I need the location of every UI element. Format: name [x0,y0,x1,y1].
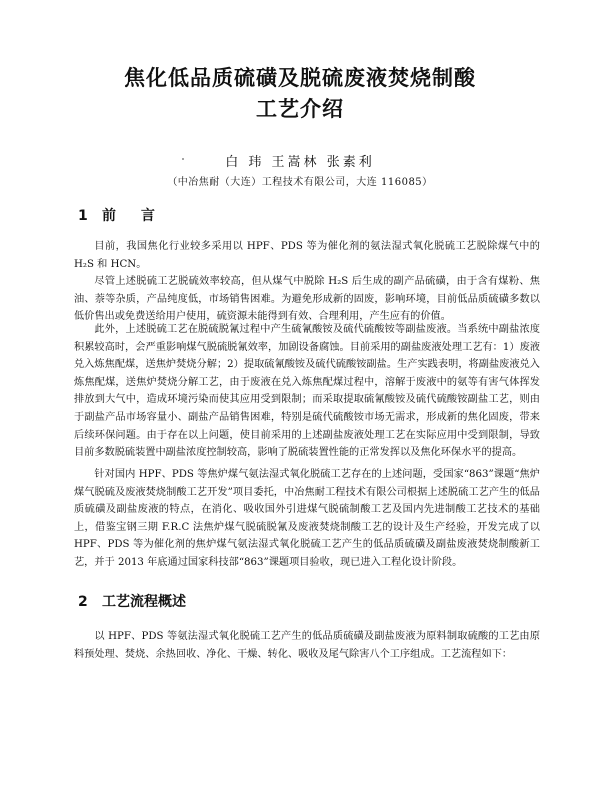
authors: 白 玮 王嵩林 张素利 [225,155,375,170]
section-number: 1 [78,208,88,224]
paragraph: 尽管上述脱硫工艺脱硫效率较高，但从煤气中脱除 H₂S 后生成的副产品硫磺，由于含有煤粉、焦油、萘等杂质，产品纯度低，市场销售困难。为避免形成新的固废，影响环境，目前低品质硫磺多数以低价售出或免费送给用户使用，硫资源未能得到有效、合理利用，产生应有的价值。 [74,276,540,323]
paragraph: 针对国内 HPF、PDS 等焦炉煤气氨法湿式氧化脱硫工艺存在的上述问题，受国家“863”课题“焦炉煤气脱硫及废液焚烧制酸工艺开发”项目委托，中冶焦耐工程技术有限公司根据上述脱硫工艺产生的低品质硫磺及副盐废液的特点，在消化、吸收国外引进煤气脱硫制酸工艺及国内先进制酸工艺技术的基础上，借鉴宝钢三期 F.R.C 法焦炉煤气脱硫脱氰及废液焚烧制酸工艺的设计及生产经验，开发完成了以 HPF、PDS 等为催化剂的焦炉煤气氨法湿式氧化脱硫工艺产生的低品质硫磺及副盐废液焚烧制酸新工艺，并于 2013 年底通过国家科技部“863”课题项目验收，现已进入工程化设计阶段。 [74,469,540,568]
paragraph: 以 HPF、PDS 等氨法湿式氧化脱硫工艺产生的低品质硫磺及副盐废液为原料制取硫酸的工艺由原料预处理、焚烧、余热回收、净化、干燥、转化、吸收及尾气除害八个工序组成。工艺流程如下： [74,631,540,660]
section-title: 前 言 [102,208,165,224]
section-number: 2 [78,594,88,610]
title-line-2: 工艺介绍 [256,97,344,121]
section-title: 工艺流程概述 [102,594,186,610]
paragraph: 目前，我国焦化行业较多采用以 HPF、PDS 等为催化剂的氨法湿式氧化脱硫工艺脱除煤气中的 H₂S 和 HCN。 [74,241,540,270]
section-heading-1 [78,205,165,225]
paragraph: 此外，上述脱硫工艺在脱硫脱氰过程中产生硫氰酸铵及硫代硫酸铵等副盐废液。当系统中副盐浓度积累较高时，会严重影响煤气脱硫脱氰效率，加剧设备腐蚀。目前采用的副盐废液处理工艺有：1）废液兑入炼焦配煤，送焦炉焚烧分解；2）提取硫氰酸铵及硫代硫酸铵副盐。生产实践表明，将副盐废液兑入炼焦配煤，送焦炉焚烧分解工艺，由于废液在兑入炼焦配煤过程中，溶解于废液中的氨等有害气体挥发排放到大气中，造成环境污染而使其应用受到限制；而采取提取硫氰酸铵及硫代硫酸铵副盐工艺，则由于副盐产品市场容量小、副盐产品销售困难，特别是硫代硫酸铵市场无需求，形成新的焦化固废，带来后续环保问题。由于存在以上问题，使目前采用的上述副盐废液处理工艺在实际应用中受到限制，导致目前多数脱硫装置中副盐浓度控制较高，影响了脱硫装置性能的正常发挥以及焦化环保水平的提高。 [74,324,540,459]
affiliation: （中冶焦耐（大连）工程技术有限公司，大连 116085） [167,177,433,188]
section-heading-2 [78,591,186,611]
title-line-1: 焦化低品质硫磺及脱硫废液焚烧制酸 [124,66,476,90]
